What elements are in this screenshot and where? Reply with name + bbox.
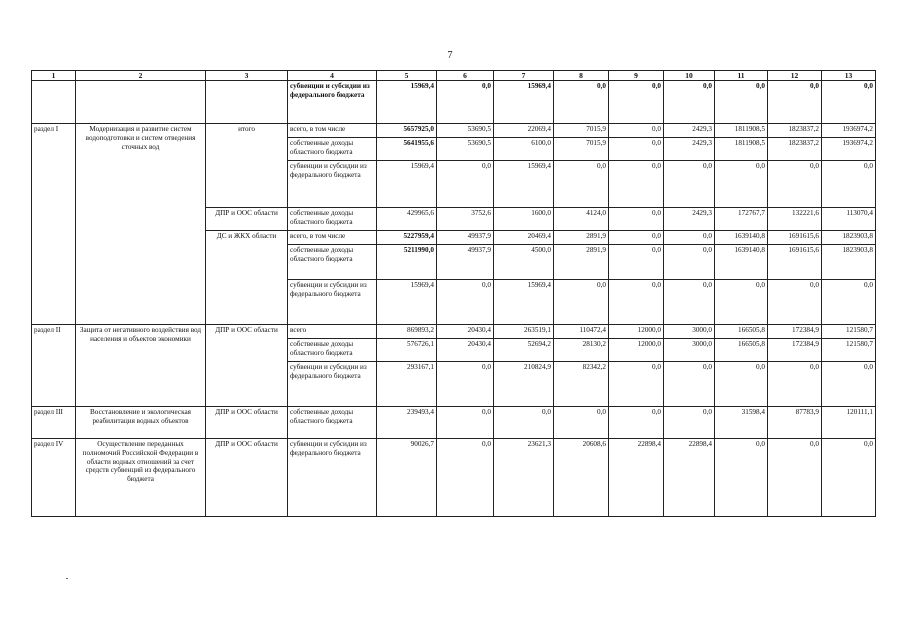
- executor-cell: ДПР и ООС области: [206, 439, 288, 517]
- table-row: [32, 124, 876, 138]
- description-cell: Защита от негативного воздействия вод населения и объектов экономики: [76, 325, 206, 407]
- value-cell: 20469,4: [494, 231, 554, 245]
- value-cell: 53690,5: [437, 124, 494, 138]
- value-cell: 429965,6: [377, 208, 437, 231]
- value-cell: 0,0: [664, 280, 715, 325]
- value-cell: 172384,9: [768, 325, 822, 339]
- value-cell: 1823837,2: [768, 138, 822, 161]
- value-cell: 0,0: [609, 362, 664, 407]
- header-row: [32, 71, 876, 81]
- value-cell: 172767,7: [715, 208, 768, 231]
- page-number: 7: [447, 50, 453, 61]
- value-cell: 82342,2: [554, 362, 609, 407]
- value-cell: 0,0: [554, 407, 609, 439]
- value-cell: 28130,2: [554, 339, 609, 362]
- value-cell: 0,0: [822, 439, 876, 517]
- value-cell: 293167,1: [377, 362, 437, 407]
- value-cell: 0,0: [554, 161, 609, 208]
- value-cell: 0,0: [715, 439, 768, 517]
- budget-table: [31, 70, 876, 517]
- value-cell: 6100,0: [494, 138, 554, 161]
- section-cell: раздел III: [32, 407, 76, 439]
- value-cell: 0,0: [664, 245, 715, 280]
- executor-cell: ДПР и ООС области: [206, 325, 288, 407]
- value-cell: 0,0: [437, 280, 494, 325]
- value-cell: 172384,9: [768, 339, 822, 362]
- value-cell: 0,0: [609, 81, 664, 124]
- header-cell: 3: [206, 71, 288, 81]
- value-cell: 0,0: [664, 362, 715, 407]
- section-cell: [32, 81, 76, 124]
- value-cell: 20608,6: [554, 439, 609, 517]
- value-cell: 2429,3: [664, 138, 715, 161]
- value-cell: 53690,5: [437, 138, 494, 161]
- value-cell: 0,0: [437, 161, 494, 208]
- value-cell: 22898,4: [609, 439, 664, 517]
- value-cell: 0,0: [437, 362, 494, 407]
- value-cell: 1936974,2: [822, 124, 876, 138]
- value-cell: 5657925,0: [377, 124, 437, 138]
- value-cell: 22898,4: [664, 439, 715, 517]
- value-cell: 0,0: [768, 81, 822, 124]
- value-cell: 0,0: [609, 208, 664, 231]
- value-cell: 87783,9: [768, 407, 822, 439]
- value-cell: 2429,3: [664, 124, 715, 138]
- value-cell: 1639140,8: [715, 245, 768, 280]
- header-cell: 12: [768, 71, 822, 81]
- value-cell: 0,0: [609, 138, 664, 161]
- value-cell: 4500,0: [494, 245, 554, 280]
- value-cell: 15969,4: [494, 280, 554, 325]
- source-cell: собственные доходы областного бюджета: [288, 208, 377, 231]
- section-cell: раздел I: [32, 124, 76, 325]
- value-cell: 5211990,0: [377, 245, 437, 280]
- description-cell: Восстановление и экологическая реабилитация водных объектов: [76, 407, 206, 439]
- value-cell: 0,0: [609, 124, 664, 138]
- source-cell: всего, в том числе: [288, 231, 377, 245]
- source-cell: субвенции и субсидии из федерального бюджета: [288, 81, 377, 124]
- value-cell: 2891,9: [554, 231, 609, 245]
- value-cell: 1600,0: [494, 208, 554, 231]
- value-cell: 0,0: [494, 407, 554, 439]
- value-cell: 0,0: [437, 407, 494, 439]
- header-cell: 4: [288, 71, 377, 81]
- value-cell: 0,0: [822, 81, 876, 124]
- value-cell: 22069,4: [494, 124, 554, 138]
- value-cell: 1811908,5: [715, 124, 768, 138]
- value-cell: 1823903,8: [822, 231, 876, 245]
- value-cell: 5641955,6: [377, 138, 437, 161]
- value-cell: 239493,4: [377, 407, 437, 439]
- value-cell: 31598,4: [715, 407, 768, 439]
- description-cell: Модернизация и развитие систем водоподготовки и систем отведения сточных вод: [76, 124, 206, 325]
- value-cell: 166505,8: [715, 325, 768, 339]
- value-cell: 0,0: [437, 81, 494, 124]
- source-cell: собственные доходы областного бюджета: [288, 407, 377, 439]
- value-cell: 23621,3: [494, 439, 554, 517]
- table-row: [32, 439, 876, 517]
- value-cell: 49937,9: [437, 245, 494, 280]
- value-cell: 869893,2: [377, 325, 437, 339]
- executor-cell: ДПР и ООС области: [206, 407, 288, 439]
- value-cell: 0,0: [715, 362, 768, 407]
- value-cell: 0,0: [664, 231, 715, 245]
- value-cell: 0,0: [715, 81, 768, 124]
- description-cell: [76, 81, 206, 124]
- section-cell: раздел II: [32, 325, 76, 407]
- value-cell: 0,0: [554, 280, 609, 325]
- value-cell: 121580,7: [822, 325, 876, 339]
- value-cell: 2891,9: [554, 245, 609, 280]
- value-cell: 1691615,6: [768, 231, 822, 245]
- table-row: [32, 81, 876, 124]
- value-cell: 120111,1: [822, 407, 876, 439]
- value-cell: 0,0: [822, 280, 876, 325]
- source-cell: субвенции и субсидии из федерального бюджета: [288, 280, 377, 325]
- value-cell: 0,0: [822, 161, 876, 208]
- header-cell: 8: [554, 71, 609, 81]
- value-cell: 0,0: [664, 81, 715, 124]
- value-cell: 0,0: [768, 362, 822, 407]
- executor-cell: ДС и ЖКХ области: [206, 231, 288, 325]
- value-cell: 113070,4: [822, 208, 876, 231]
- value-cell: 166505,8: [715, 339, 768, 362]
- description-cell: Осуществление переданных полномочий Российской Федерации в области водных отношений за счет средств субвенций из федерального бюджета: [76, 439, 206, 517]
- header-cell: 9: [609, 71, 664, 81]
- value-cell: 1811908,5: [715, 138, 768, 161]
- header-cell: 13: [822, 71, 876, 81]
- value-cell: 1691615,6: [768, 245, 822, 280]
- value-cell: 0,0: [822, 362, 876, 407]
- section-cell: раздел IV: [32, 439, 76, 517]
- value-cell: 15969,4: [377, 81, 437, 124]
- value-cell: 1936974,2: [822, 138, 876, 161]
- value-cell: 3000,0: [664, 325, 715, 339]
- source-cell: всего, в том числе: [288, 124, 377, 138]
- value-cell: 12000,0: [609, 339, 664, 362]
- value-cell: 0,0: [554, 81, 609, 124]
- header-cell: 10: [664, 71, 715, 81]
- executor-cell: ДПР и ООС области: [206, 208, 288, 231]
- header-cell: 6: [437, 71, 494, 81]
- value-cell: 121580,7: [822, 339, 876, 362]
- source-cell: субвенции и субсидии из федерального бюджета: [288, 362, 377, 407]
- header-cell: 1: [32, 71, 76, 81]
- source-cell: собственные доходы областного бюджета: [288, 339, 377, 362]
- value-cell: 0,0: [768, 161, 822, 208]
- value-cell: 576726,1: [377, 339, 437, 362]
- value-cell: 132221,6: [768, 208, 822, 231]
- value-cell: 0,0: [609, 161, 664, 208]
- source-cell: всего: [288, 325, 377, 339]
- value-cell: 3000,0: [664, 339, 715, 362]
- header-cell: 5: [377, 71, 437, 81]
- value-cell: 15969,4: [377, 161, 437, 208]
- source-cell: собственные доходы областного бюджета: [288, 138, 377, 161]
- value-cell: 52694,2: [494, 339, 554, 362]
- value-cell: 0,0: [715, 280, 768, 325]
- source-cell: собственные доходы областного бюджета: [288, 245, 377, 280]
- value-cell: 7015,9: [554, 124, 609, 138]
- header-cell: 11: [715, 71, 768, 81]
- value-cell: 0,0: [768, 280, 822, 325]
- value-cell: 0,0: [437, 439, 494, 517]
- value-cell: 1823903,8: [822, 245, 876, 280]
- value-cell: 0,0: [664, 161, 715, 208]
- value-cell: 210824,9: [494, 362, 554, 407]
- value-cell: 0,0: [609, 245, 664, 280]
- value-cell: 20430,4: [437, 325, 494, 339]
- scan-speck: [66, 578, 68, 579]
- table-row: [32, 407, 876, 439]
- source-cell: субвенции и субсидии из федерального бюджета: [288, 439, 377, 517]
- value-cell: 1823837,2: [768, 124, 822, 138]
- table-row: [32, 325, 876, 339]
- value-cell: 15969,4: [494, 81, 554, 124]
- header-cell: 7: [494, 71, 554, 81]
- source-cell: субвенции и субсидии из федерального бюджета: [288, 161, 377, 208]
- value-cell: 110472,4: [554, 325, 609, 339]
- value-cell: 3752,6: [437, 208, 494, 231]
- value-cell: 2429,3: [664, 208, 715, 231]
- value-cell: 15969,4: [494, 161, 554, 208]
- value-cell: 49937,9: [437, 231, 494, 245]
- executor-cell: итого: [206, 124, 288, 208]
- value-cell: 1639140,8: [715, 231, 768, 245]
- value-cell: 15969,4: [377, 280, 437, 325]
- value-cell: 90026,7: [377, 439, 437, 517]
- value-cell: 0,0: [768, 439, 822, 517]
- value-cell: 20430,4: [437, 339, 494, 362]
- value-cell: 4124,0: [554, 208, 609, 231]
- value-cell: 5227959,4: [377, 231, 437, 245]
- value-cell: 12000,0: [609, 325, 664, 339]
- executor-cell: [206, 81, 288, 124]
- value-cell: 0,0: [609, 280, 664, 325]
- value-cell: 263519,1: [494, 325, 554, 339]
- value-cell: 0,0: [609, 231, 664, 245]
- value-cell: 0,0: [715, 161, 768, 208]
- value-cell: 7015,9: [554, 138, 609, 161]
- value-cell: 0,0: [664, 407, 715, 439]
- value-cell: 0,0: [609, 407, 664, 439]
- header-cell: 2: [76, 71, 206, 81]
